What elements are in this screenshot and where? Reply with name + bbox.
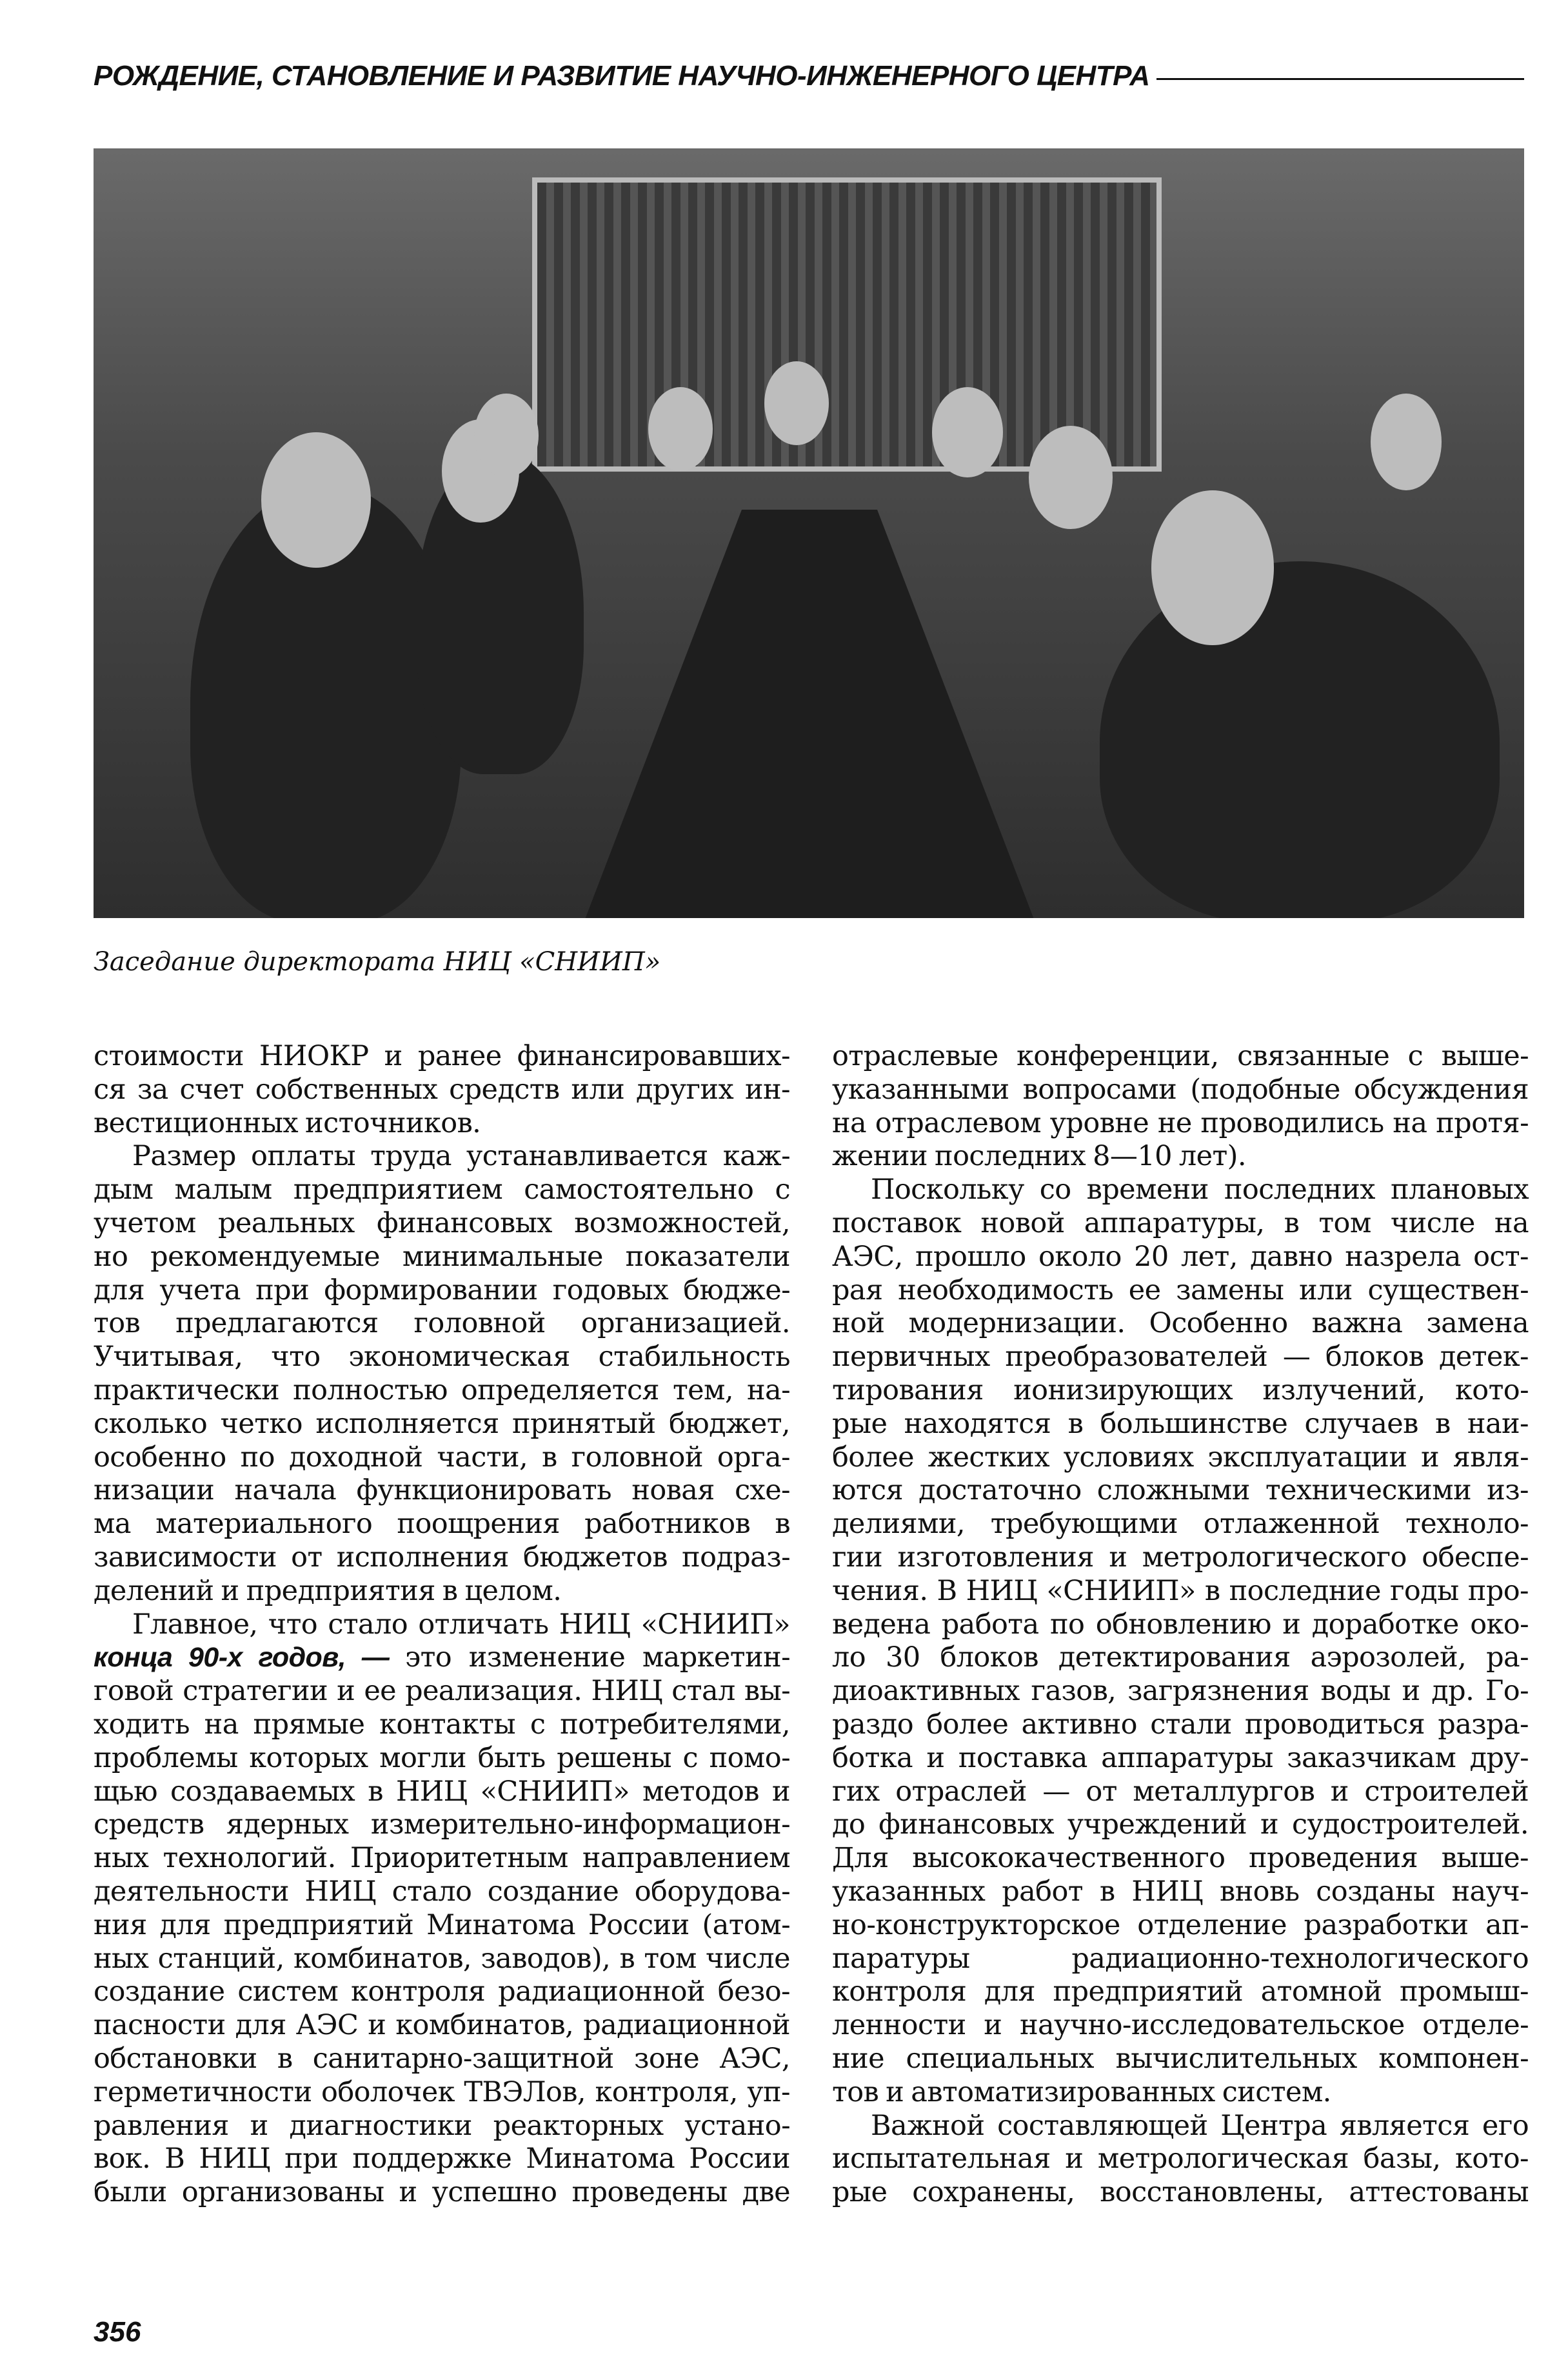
- text-line: тов и автоматизированных систем.: [832, 2075, 1331, 2108]
- text-line: чения. В НИЦ «СНИИП» в последние годы про-: [832, 1574, 1529, 1607]
- photo-face: [1371, 394, 1442, 490]
- text-line: жении последних 8—10 лет).: [832, 1140, 1246, 1173]
- text-line: ние специальных вычислительных компонен-: [832, 2042, 1529, 2075]
- running-header-title: РОЖДЕНИЕ, СТАНОВЛЕНИЕ И РАЗВИТИЕ НАУЧНО-ИНЖЕНЕРНОГО ЦЕНТРА: [94, 60, 1150, 92]
- text-line: рые сохранены, восстановлены, аттестованы: [832, 2176, 1529, 2209]
- right-text-column: [832, 1040, 1529, 2210]
- text-line: ло 30 блоков детектирования аэрозолей, ра-: [832, 1641, 1529, 1674]
- text-line: [94, 1641, 790, 1675]
- text-line: особенно по доходной части, в головной орга-: [94, 1441, 790, 1474]
- text-line: ведена работа по обновлению и доработке око-: [832, 1608, 1529, 1641]
- text-line: указанными вопросами (подобные обсуждения: [832, 1073, 1529, 1106]
- text-line: зависимости от исполнения бюджетов подраз-: [94, 1541, 790, 1574]
- text-line: гих отраслей — от металлургов и строителей: [832, 1775, 1529, 1808]
- text-line: учетом реальных финансовых возможностей,: [94, 1206, 790, 1239]
- photo-person: [1100, 561, 1500, 918]
- photo-face: [1029, 426, 1113, 529]
- text-line: проблемы которых могли быть решены с помо-: [94, 1741, 790, 1774]
- text-line: указанных работ в НИЦ вновь созданы науч-: [832, 1875, 1529, 1908]
- text-line: дым малым предприятием самостоятельно с: [94, 1174, 790, 1206]
- text-line: средств ядерных измерительно-информацион-: [94, 1808, 790, 1841]
- text-line: пасности для АЭС и комбинатов, радиационной: [94, 2009, 790, 2042]
- text-line: рая необходимость ее замены или существен-: [832, 1274, 1529, 1306]
- text-line: были организованы и успешно проведены две: [94, 2176, 790, 2209]
- text-line: паратуры радиационно-технологического: [832, 1942, 1529, 1975]
- text-line: но рекомендуемые минимальные показатели: [94, 1240, 790, 1273]
- text-line: практически полностью определяется тем, на-: [94, 1374, 790, 1406]
- photo-face: [648, 387, 713, 471]
- text-line: на отраслевом уровне не проводились на протя-: [832, 1106, 1529, 1139]
- text-line: более жестких условиях эксплуатации и явля-: [832, 1441, 1529, 1474]
- text-line: испытательная и метрологическая базы, кото-: [832, 2143, 1529, 2175]
- text-line: Размер оплаты труда устанавливается каж-: [132, 1140, 790, 1173]
- text-line: ленности и научно-исследовательское отделе-: [832, 2009, 1529, 2042]
- text-line: но-конструкторское отделение разработки ап-: [832, 1908, 1529, 1941]
- text-line: первичных преобразователей — блоков детек-: [832, 1341, 1529, 1374]
- text-line: ных станций, комбинатов, заводов), в том числе: [94, 1942, 790, 1975]
- text-line: стоимости НИОКР и ранее финансировавших-: [94, 1040, 790, 1072]
- text-line: говой стратегии и ее реализация. НИЦ стал вы-: [94, 1675, 790, 1708]
- running-header: [94, 57, 1524, 95]
- text-line: делений и предприятия в целом.: [94, 1574, 562, 1607]
- text-line: для учета при формировании годовых бюдже-: [94, 1274, 790, 1306]
- text-line: ботка и поставка аппаратуры заказчикам дру-: [832, 1741, 1529, 1774]
- photo-face: [1151, 490, 1274, 645]
- text-line: сколько четко исполняется принятый бюджет,: [94, 1407, 790, 1440]
- text-line: низации начала функционировать новая схе-: [94, 1474, 790, 1507]
- text-line: до финансовых учреждений и судостроителей.: [832, 1808, 1529, 1841]
- text-line: создание систем контроля радиационной безо-: [94, 1975, 790, 2008]
- text-line: ма материального поощрения работников в: [94, 1508, 790, 1541]
- text-line: раздо более активно стали проводиться разра-: [832, 1708, 1529, 1741]
- text-line: Поскольку со времени последних плановых: [871, 1174, 1529, 1206]
- text-line: деятельности НИЦ стало создание оборудова-: [94, 1875, 790, 1908]
- text-line: щью создаваемых в НИЦ «СНИИП» методов и: [94, 1775, 790, 1808]
- photo-face: [932, 387, 1003, 477]
- text-line: гии изготовления и метрологического обеспе-: [832, 1541, 1529, 1574]
- photo-caption: Заседание директората НИЦ «СНИИП»: [94, 947, 661, 977]
- text-line: контроля для предприятий атомной промыш-: [832, 1975, 1529, 2008]
- text-line: АЭС, прошло около 20 лет, давно назрела ост-: [832, 1240, 1529, 1273]
- text-line: диоактивных газов, загрязнения воды и др. Го-: [832, 1675, 1529, 1708]
- text-line: Главное, что стало отличать НИЦ «СНИИП»: [132, 1608, 790, 1641]
- text-line: ся за счет собственных средств или других ин-: [94, 1073, 790, 1106]
- photo-table: [584, 510, 1035, 918]
- emphasis-text: конца 90-х годов, —: [94, 1642, 406, 1674]
- header-rule: [1156, 78, 1524, 80]
- page-number: 356: [94, 2316, 141, 2348]
- text-line: ных технологий. Приоритетным направлением: [94, 1842, 790, 1875]
- text-line: вок. В НИЦ при поддержке Минатома России: [94, 2143, 790, 2175]
- text-line: тирования ионизирующих излучений, кото-: [832, 1374, 1529, 1406]
- text-line: Для высококачественного проведения выше-: [832, 1842, 1529, 1875]
- text-line: герметичности оболочек ТВЭЛов, контроля, уп-: [94, 2075, 790, 2108]
- text-line: Важной составляющей Центра является его: [871, 2109, 1529, 2142]
- text-line: ходить на прямые контакты с потребителями,: [94, 1708, 790, 1741]
- text-line: ной модернизации. Особенно важна замена: [832, 1307, 1529, 1340]
- text-line: вестиционных источников.: [94, 1106, 481, 1139]
- text-line: отраслевые конференции, связанные с выше-: [832, 1040, 1529, 1072]
- text-line: ются достаточно сложными техническими из-: [832, 1474, 1529, 1507]
- text-line: ния для предприятий Минатома России (атом-: [94, 1908, 790, 1941]
- line-text: это изменение маркетин-: [405, 1641, 790, 1674]
- left-text-column: [94, 1040, 790, 2210]
- text-line: делиями, требующими отлаженной техноло-: [832, 1508, 1529, 1541]
- photo-face: [261, 432, 371, 568]
- photo-face: [764, 361, 829, 445]
- text-line: поставок новой аппаратуры, в том числе на: [832, 1206, 1529, 1239]
- text-line: Учитывая, что экономическая стабильность: [94, 1341, 790, 1374]
- meeting-photo: [94, 148, 1524, 918]
- text-line: тов предлагаются головной организацией.: [94, 1307, 790, 1340]
- text-line: обстановки в санитарно-защитной зоне АЭС,: [94, 2042, 790, 2075]
- text-line: рые находятся в большинстве случаев в наи-: [832, 1407, 1529, 1440]
- photo-face: [474, 394, 539, 477]
- text-line: равления и диагностики реакторных устано-: [94, 2109, 790, 2142]
